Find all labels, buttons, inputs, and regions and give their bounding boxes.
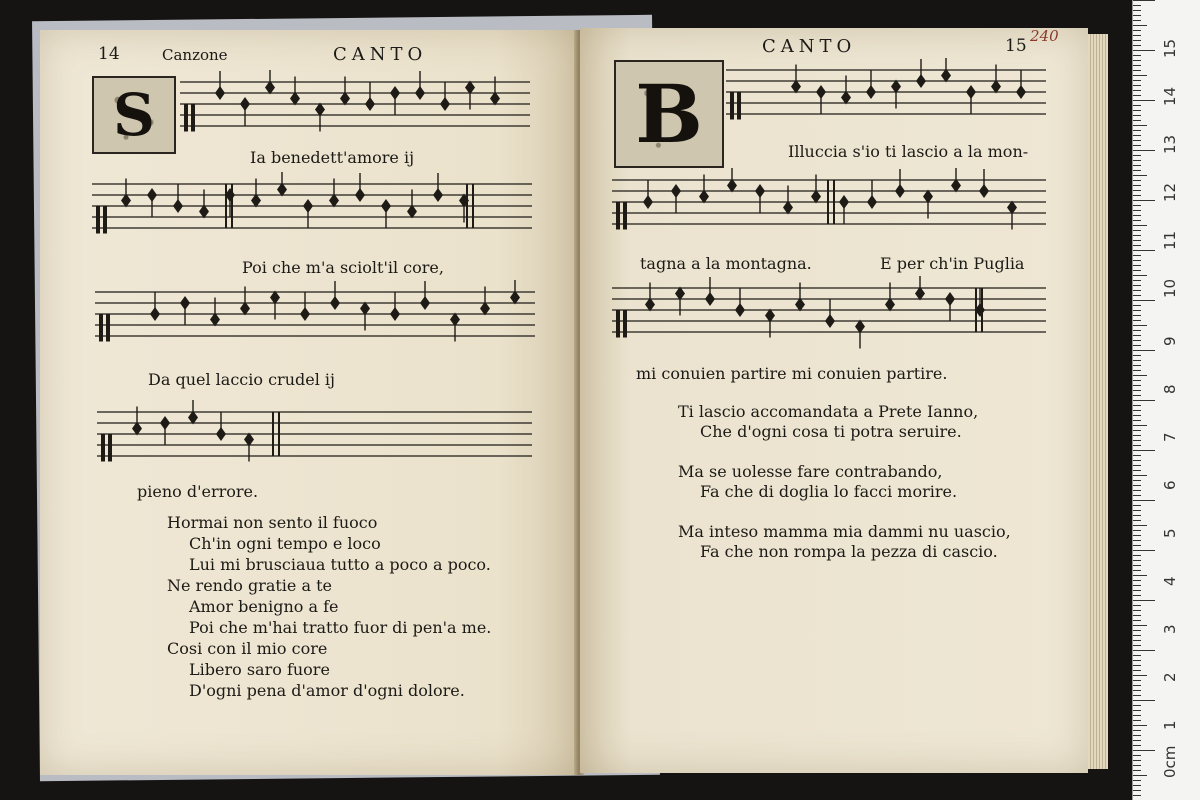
ruler-tick (1133, 560, 1141, 561)
ruler-tick (1133, 520, 1141, 521)
ruler-tick (1133, 355, 1141, 356)
ruler-number: 6 (1161, 480, 1179, 490)
ruler-tick (1133, 490, 1141, 491)
ruler-number: 14 (1161, 86, 1179, 106)
ruler-tick (1133, 750, 1155, 751)
ruler-tick (1133, 425, 1147, 426)
ruler-tick (1133, 745, 1141, 746)
verse-line: Ma se uolesse fare contrabando, (678, 462, 943, 481)
measuring-ruler (1132, 0, 1200, 800)
left-voice-heading: CANTO (333, 44, 428, 65)
ruler-tick (1133, 315, 1141, 316)
decorated-initial-s (92, 76, 176, 154)
ruler-tick (1133, 780, 1141, 781)
ruler-tick (1133, 685, 1141, 686)
ruler-tick (1133, 550, 1155, 551)
ruler-tick (1133, 375, 1147, 376)
ruler-tick (1133, 160, 1141, 161)
ruler-tick (1133, 580, 1141, 581)
ruler-tick (1133, 275, 1147, 276)
verse-line: Cosi con il mio core (167, 639, 328, 658)
ruler-tick (1133, 50, 1155, 51)
right-staff-1 (726, 58, 1046, 138)
ruler-tick (1133, 525, 1147, 526)
ruler-tick (1133, 245, 1141, 246)
ruler-tick (1133, 725, 1147, 726)
ruler-tick (1133, 230, 1141, 231)
ruler-tick (1133, 660, 1141, 661)
left-staff-2 (92, 172, 532, 252)
ruler-tick (1133, 435, 1141, 436)
verse-line: Che d'ogni cosa ti potra seruire. (700, 422, 962, 441)
ruler-tick (1133, 150, 1155, 151)
ruler-tick (1133, 220, 1141, 221)
ruler-tick (1133, 760, 1141, 761)
left-lyric-2: Poi che m'a sciolt'il core, (242, 258, 444, 277)
ruler-tick (1133, 65, 1141, 66)
verse-line: Fa che di doglia lo facci morire. (700, 482, 958, 501)
ruler-tick (1133, 140, 1141, 141)
ruler-tick (1133, 610, 1141, 611)
ruler-number: 10 (1161, 278, 1179, 298)
ruler-tick (1133, 240, 1141, 241)
ruler-tick (1133, 700, 1155, 701)
ruler-tick (1133, 325, 1147, 326)
ruler-tick (1133, 645, 1141, 646)
pencil-folio-mark: 240 (1030, 27, 1059, 45)
ruler-tick (1133, 455, 1141, 456)
ruler-tick (1133, 35, 1141, 36)
right-lyric-4: mi conuien partire mi conuien partire. (636, 364, 948, 383)
decorated-initial-b (614, 60, 724, 168)
ruler-tick (1133, 790, 1141, 791)
page-edges (1088, 34, 1108, 769)
ruler-tick (1133, 255, 1141, 256)
ruler-tick (1133, 695, 1141, 696)
ruler-tick (1133, 510, 1141, 511)
ruler-tick (1133, 460, 1141, 461)
ruler-tick (1133, 300, 1155, 301)
ruler-tick (1133, 675, 1147, 676)
ruler-tick (1133, 320, 1141, 321)
ruler-tick (1133, 635, 1141, 636)
ruler-tick (1133, 475, 1147, 476)
ruler-tick (1133, 250, 1155, 251)
ruler-tick (1133, 625, 1147, 626)
ruler-tick (1133, 190, 1141, 191)
ruler-number: 11 (1161, 230, 1179, 250)
ruler-tick (1133, 755, 1141, 756)
ruler-tick (1133, 405, 1141, 406)
ruler-tick (1133, 215, 1141, 216)
ruler-tick (1133, 570, 1141, 571)
verse-line: Poi che m'hai tratto fuor di pen'a me. (189, 618, 492, 637)
ruler-tick (1133, 310, 1141, 311)
ruler-tick (1133, 135, 1141, 136)
ruler-number: 0cm (1161, 745, 1179, 778)
verse-line: Hormai non sento il fuoco (167, 513, 378, 532)
ruler-tick (1133, 265, 1141, 266)
ruler-tick (1133, 80, 1141, 81)
ruler-tick (1133, 465, 1141, 466)
verse-line: Fa che non rompa la pezza di cascio. (700, 542, 998, 561)
ruler-number: 12 (1161, 182, 1179, 202)
ruler-tick (1133, 445, 1141, 446)
ruler-tick (1133, 740, 1141, 741)
ruler-tick (1133, 410, 1141, 411)
ruler-tick (1133, 775, 1147, 776)
ruler-tick (1133, 540, 1141, 541)
ruler-tick (1133, 720, 1141, 721)
verse-line: Lui mi brusciaua tutto a poco a poco. (189, 555, 491, 574)
ruler-number: 2 (1161, 672, 1179, 682)
ruler-tick (1133, 400, 1155, 401)
ruler-tick (1133, 605, 1141, 606)
ruler-tick (1133, 40, 1141, 41)
verse-line: Ma inteso mamma mia dammi nu uascio, (678, 522, 1011, 541)
ruler-tick (1133, 480, 1141, 481)
ruler-tick (1133, 330, 1141, 331)
ruler-tick (1133, 590, 1141, 591)
right-lyric-1: Illuccia s'io ti lascio a la mon- (788, 142, 1029, 161)
right-voice-heading: CANTO (762, 36, 857, 57)
ruler-tick (1133, 555, 1141, 556)
ruler-tick (1133, 100, 1155, 101)
ruler-number: 8 (1161, 384, 1179, 394)
ruler-tick (1133, 665, 1141, 666)
ruler-tick (1133, 175, 1147, 176)
ruler-tick (1133, 620, 1141, 621)
ruler-tick (1133, 5, 1141, 6)
ruler-tick (1133, 630, 1141, 631)
ruler-tick (1133, 690, 1141, 691)
ruler-tick (1133, 120, 1141, 121)
ruler-tick (1133, 785, 1141, 786)
ruler-tick (1133, 30, 1141, 31)
ruler-tick (1133, 365, 1141, 366)
ruler-tick (1133, 335, 1141, 336)
ruler-tick (1133, 125, 1147, 126)
ruler-tick (1133, 710, 1141, 711)
ruler-tick (1133, 235, 1141, 236)
ruler-tick (1133, 730, 1141, 731)
ruler-tick (1133, 260, 1141, 261)
verse-line: Amor benigno a fe (189, 597, 339, 616)
ruler-tick (1133, 205, 1141, 206)
ruler-tick (1133, 90, 1141, 91)
ruler-tick (1133, 350, 1155, 351)
ruler-tick (1133, 105, 1141, 106)
ruler-tick (1133, 210, 1141, 211)
ruler-tick (1133, 715, 1141, 716)
ruler-tick (1133, 270, 1141, 271)
ruler-tick (1133, 500, 1155, 501)
ruler-number: 13 (1161, 134, 1179, 154)
ruler-tick (1133, 795, 1141, 796)
ruler-tick (1133, 640, 1141, 641)
ruler-number: 3 (1161, 624, 1179, 634)
ruler-tick (1133, 735, 1141, 736)
left-staff-4 (97, 400, 532, 485)
left-page-number: 14 (98, 44, 120, 64)
ruler-number: 7 (1161, 432, 1179, 442)
ruler-tick (1133, 385, 1141, 386)
ruler-tick (1133, 45, 1141, 46)
ruler-tick (1133, 380, 1141, 381)
ruler-tick (1133, 70, 1141, 71)
ruler-tick (1133, 75, 1147, 76)
ruler-number: 1 (1161, 720, 1179, 730)
ruler-tick (1133, 195, 1141, 196)
ruler-tick (1133, 285, 1141, 286)
left-verse-block (167, 512, 491, 701)
ruler-tick (1133, 505, 1141, 506)
ruler-tick (1133, 565, 1141, 566)
right-staff-2 (612, 168, 1046, 248)
ruler-tick (1133, 670, 1141, 671)
ruler-tick (1133, 60, 1141, 61)
left-staff-1 (180, 70, 530, 140)
ruler-tick (1133, 765, 1141, 766)
ruler-tick (1133, 185, 1141, 186)
ruler-number: 9 (1161, 336, 1179, 346)
ruler-tick (1133, 360, 1141, 361)
ruler-tick (1133, 680, 1141, 681)
ruler-tick (1133, 600, 1155, 601)
ruler-tick (1133, 450, 1155, 451)
ruler-tick (1133, 20, 1141, 21)
left-staff-3 (95, 280, 535, 360)
ruler-tick (1133, 415, 1141, 416)
ruler-tick (1133, 495, 1141, 496)
left-running-title: Canzone (162, 46, 228, 64)
ruler-tick (1133, 340, 1141, 341)
ruler-tick (1133, 430, 1141, 431)
ruler-tick (1133, 515, 1141, 516)
right-page-number: 15 (1005, 36, 1027, 56)
verse-line: Ne rendo gratie a te (167, 576, 332, 595)
ruler-tick (1133, 545, 1141, 546)
ruler-tick (1133, 290, 1141, 291)
verse-line: Ch'in ogni tempo e loco (189, 534, 381, 553)
ruler-tick (1133, 180, 1141, 181)
ruler-tick (1133, 345, 1141, 346)
ruler-tick (1133, 530, 1141, 531)
ruler-tick (1133, 85, 1141, 86)
ruler-tick (1133, 705, 1141, 706)
ruler-number: 5 (1161, 528, 1179, 538)
ruler-tick (1133, 770, 1141, 771)
right-lyric-2: tagna a la montagna. (640, 254, 812, 273)
ruler-tick (1133, 165, 1141, 166)
ruler-tick (1133, 295, 1141, 296)
ruler-tick (1133, 370, 1141, 371)
ruler-tick (1133, 145, 1141, 146)
right-verse-block (678, 402, 1011, 562)
ruler-tick (1133, 225, 1147, 226)
ruler-tick (1133, 55, 1141, 56)
ruler-tick (1133, 170, 1141, 171)
ruler-tick (1133, 0, 1155, 1)
left-lyric-1: Ia benedett'amore ij (250, 148, 415, 167)
left-lyric-3: Da quel laccio crudel ij (148, 370, 335, 389)
ruler-tick (1133, 390, 1141, 391)
ruler-tick (1133, 115, 1141, 116)
ruler-tick (1133, 650, 1155, 651)
ruler-tick (1133, 25, 1147, 26)
ruler-tick (1133, 110, 1141, 111)
verse-line: Ti lascio accomandata a Prete Ianno, (678, 402, 979, 421)
ruler-tick (1133, 470, 1141, 471)
ruler-tick (1133, 130, 1141, 131)
ruler-tick (1133, 655, 1141, 656)
verse-line: D'ogni pena d'amor d'ogni dolore. (189, 681, 465, 700)
initial-letter: B (635, 67, 703, 161)
ruler-tick (1133, 595, 1141, 596)
ruler-tick (1133, 615, 1141, 616)
ruler-tick (1133, 575, 1147, 576)
ruler-tick (1133, 440, 1141, 441)
ruler-tick (1133, 305, 1141, 306)
ruler-tick (1133, 155, 1141, 156)
ruler-tick (1133, 10, 1141, 11)
verse-line: Libero saro fuore (189, 660, 330, 679)
left-lyric-4: pieno d'errore. (137, 482, 259, 501)
right-lyric-3: E per ch'in Puglia (880, 254, 1025, 273)
ruler-tick (1133, 95, 1141, 96)
ruler-tick (1133, 535, 1141, 536)
ruler-tick (1133, 420, 1141, 421)
ruler-number: 4 (1161, 576, 1179, 586)
initial-letter: S (113, 81, 155, 149)
ruler-tick (1133, 395, 1141, 396)
right-staff-3 (612, 276, 1046, 356)
ruler-tick (1133, 200, 1155, 201)
ruler-tick (1133, 15, 1141, 16)
ruler-number: 15 (1161, 38, 1179, 58)
ruler-tick (1133, 280, 1141, 281)
ruler-tick (1133, 585, 1141, 586)
ruler-tick (1133, 485, 1141, 486)
